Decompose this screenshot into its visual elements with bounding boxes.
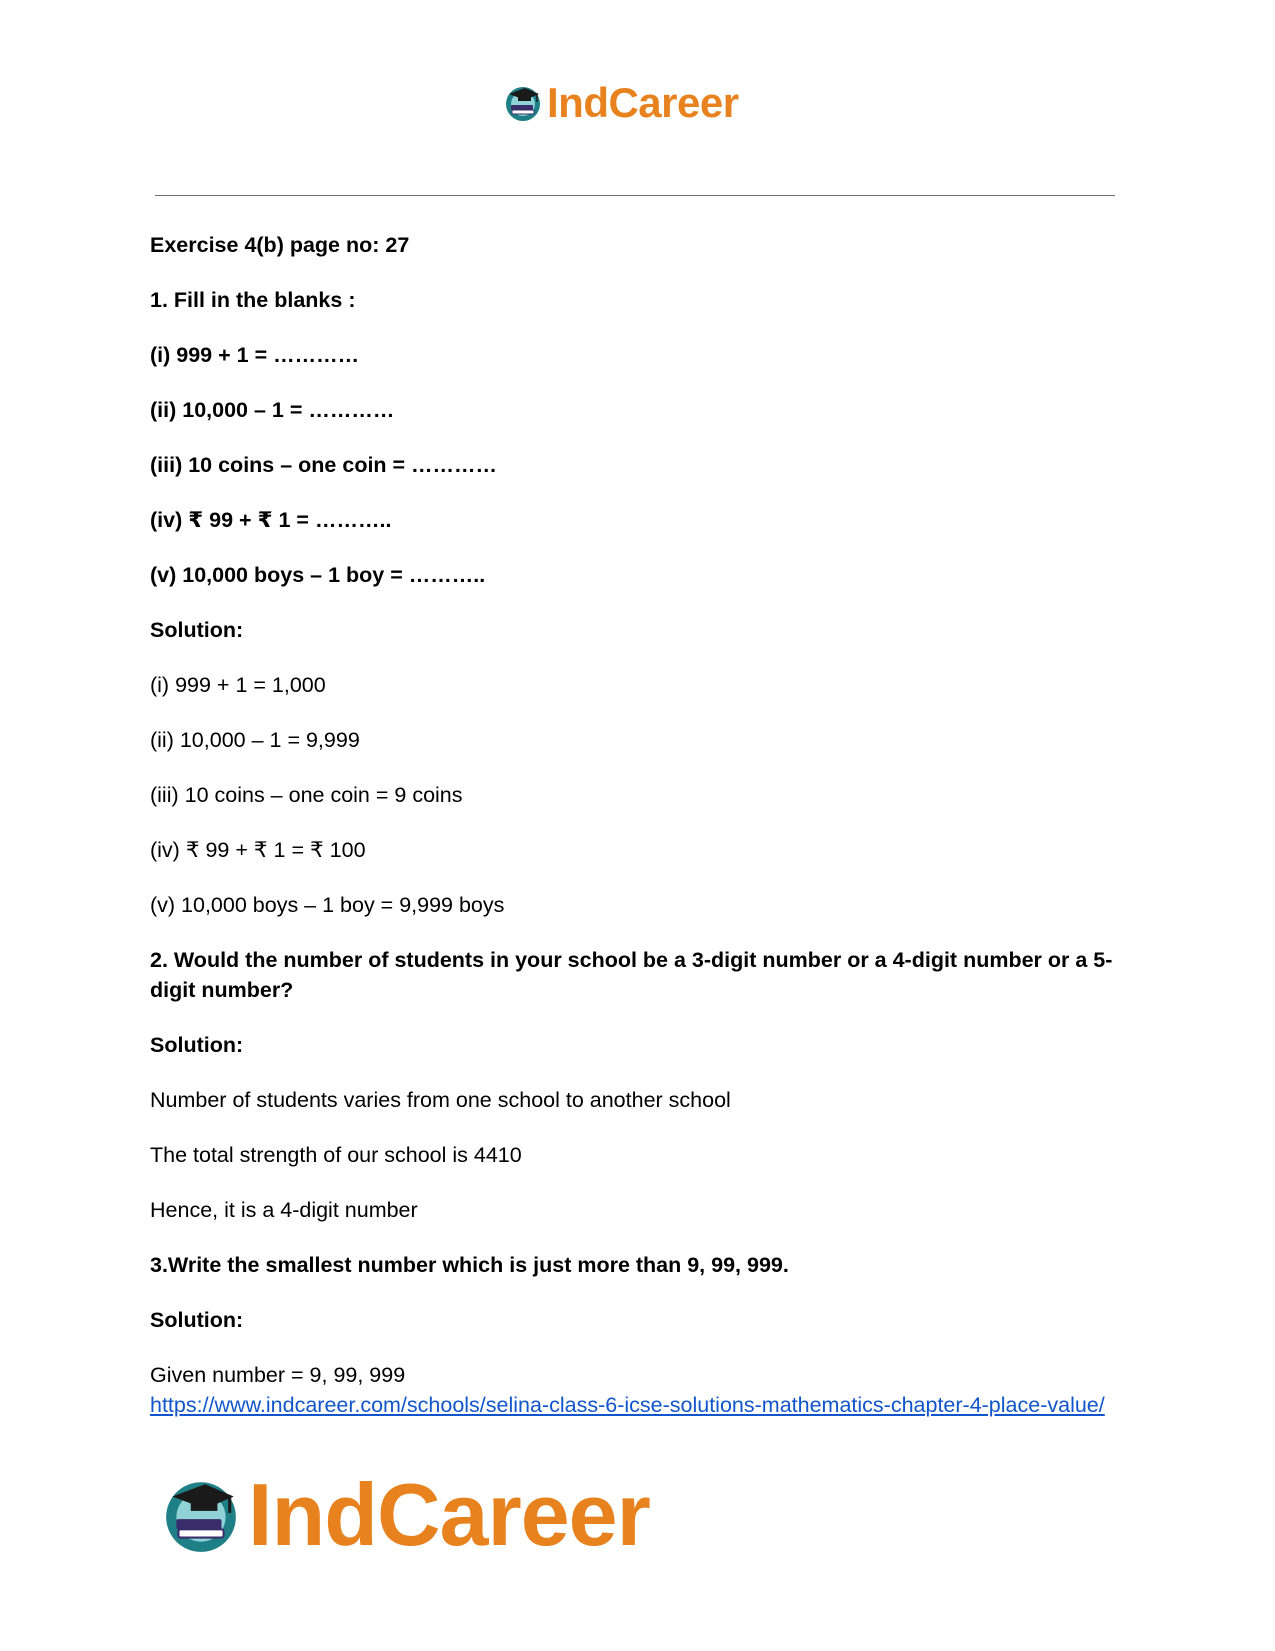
question-1-part: (v) 10,000 boys – 1 boy = ……….. [150, 563, 486, 587]
source-link[interactable]: https://www.indcareer.com/schools/selina-class-6-icse-solutions-mathematics-chapter-4-place-value/ [150, 1393, 1105, 1417]
footer-logo [160, 1465, 650, 1564]
question-2-answer: Hence, it is a 4-digit number [150, 1198, 418, 1222]
question-1-answer: (v) 10,000 boys – 1 boy = 9,999 boys [150, 893, 505, 917]
question-1-answer: (iv) ₹ 99 + ₹ 1 = ₹ 100 [150, 838, 366, 862]
question-2-answer: Number of students varies from one school to another school [150, 1088, 731, 1112]
question-1-title: 1. Fill in the blanks : [150, 288, 356, 312]
question-1-part: (i) 999 + 1 = ………… [150, 343, 360, 367]
header-divider [155, 195, 1115, 196]
question-1-answer: (ii) 10,000 – 1 = 9,999 [150, 728, 360, 752]
question-3-title: 3.Write the smallest number which is just more than 9, 99, 999. [150, 1253, 789, 1277]
question-3-given: Given number = 9, 99, 999 [150, 1363, 406, 1387]
question-1-answer: (iii) 10 coins – one coin = 9 coins [150, 783, 463, 807]
question-1-answer: (i) 999 + 1 = 1,000 [150, 673, 326, 697]
question-1-part: (iv) ₹ 99 + ₹ 1 = ……….. [150, 508, 392, 532]
document-body [150, 230, 1115, 1420]
question-2-answer: The total strength of our school is 4410 [150, 1143, 522, 1167]
footer-logo-text: IndCareer [248, 1465, 650, 1564]
exercise-heading: Exercise 4(b) page no: 27 [150, 233, 410, 257]
header-logo [503, 78, 739, 128]
header-logo-text: IndCareer [547, 79, 739, 126]
graduate-globe-book-icon [160, 1474, 242, 1556]
solution-label: Solution: [150, 1033, 244, 1057]
solution-label: Solution: [150, 1308, 244, 1332]
question-1-part: (iii) 10 coins – one coin = ………… [150, 453, 498, 477]
question-2-title: 2. Would the number of students in your school be a 3-digit number or a 4-digit number or a 5-digit number? [150, 948, 1113, 1002]
question-1-part: (ii) 10,000 – 1 = ………… [150, 398, 395, 422]
graduate-globe-book-icon [503, 83, 543, 123]
solution-label: Solution: [150, 618, 244, 642]
